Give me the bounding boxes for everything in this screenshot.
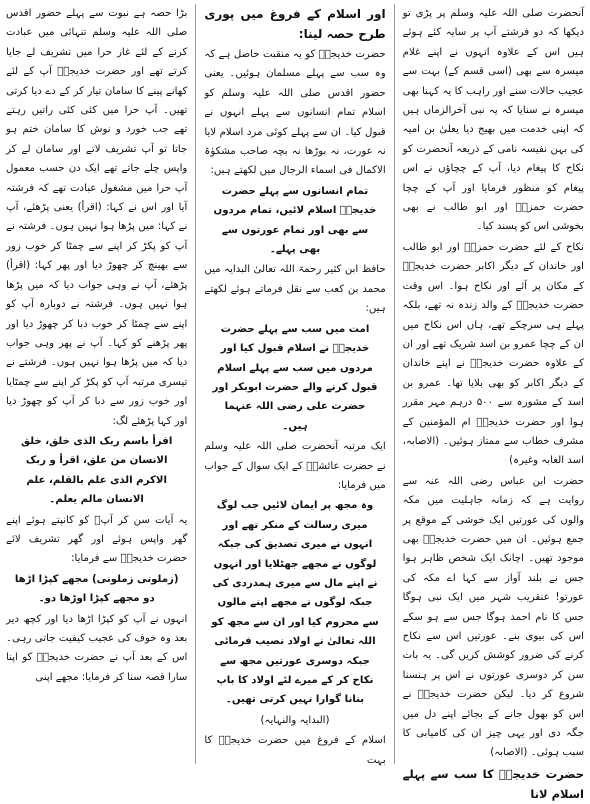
quranic-verse: اقرأ باسم ربک الذی خلق، خلق الانسان من علق، اقرأ و ربک الاکرم الذی علم بالقلم، علم الانسان مالم یعلم۔: [21, 435, 173, 506]
paragraph: نکاح کے لئے حضرت حمزہؓ اور ابو طالب اور خاندان کے دیگر اکابر حضرت خدیجہؓ کے مکان پر آئے اور نکاح ہوا۔ اس وقت حضرت خدیجہؓ کے والد زندہ نہ تھے، بلکہ پہلے ہی سرچکے تھے، ہاں اس نکاح میں ان کے چچا عمرو بن اسد شریک تھے اور ان کے علاوہ حضرت خدیجہؓ نے اپنے خاندان کے دیگر اکابر کو بھی بلایا تھا۔ عمرو بن اسد کے مشورہ سے ۵۰۰ درہم مہر مقرر ہوا اور حضرت خدیجہؓ ام المؤمنین کے مشرف خطاب سے ممتاز ہوئیں۔ (الاصابہ، اسد الغابہ وغیرہ): [402, 241, 584, 467]
section-heading: حضرت خدیجہؓ کا سب سے پہلے اسلام لانا: [402, 766, 584, 801]
column-divider: [394, 4, 395, 764]
paragraph: بڑا حصہ ہے نبوت سے پہلے حضور اقدس صلی اللہ علیہ وسلم تنہائی میں عبادت کرنے کے لئے غار حرا میں تشریف لے جایا کرتے تھے اور حضرت خدیجہؓ آپ کے لئے کھانے پینے کا سامان تیار کر کے دے دیا کرتی تھیں۔ آپ حرا میں کئی کئی راتیں رہتے تھے جب خورد و نوش کا سامان ختم ہو جاتا تو آپ تشریف لاتے اور سامان لے کر واپس چلے جاتے تھے ایک دن حسب معمول آپ حرا میں مشغول عبادت تھے کہ فرشتہ آیا اور اس نے کہا: (اقرأ) یعنی پڑھئے، آپ نے کہا: میں پڑھا ہوا نہیں ہوں۔ فرشتہ نے آپ کو پکڑ کر اپنے سے چمٹا کر خوب زور سے بھینچ کر چھوڑ دیا اور پھر کہا: (اقرأ) پڑھئے، آپ نے وہی جواب دیا کہ میں پڑھا ہوا نہیں ہوں۔ فرشتہ نے دوبارہ آپ کو اپنے سے چمٹا کر خوب دبا کر چھوڑ دیا اور پھر پڑھنے کو کہا۔ آپ نے پھر وہی جواب دیا کہ میں پڑھا ہوا نہیں ہوں۔ فرشتے نے تیسری مرتبہ آپ کو پکڑ کر اپنے سے چمٹایا اور خوب زور سے دبا کر آپ کو چھوڑ دیا اور کہا پڑھئے لگ:: [6, 8, 188, 427]
column-middle: [204, 4, 385, 764]
column-left: [6, 4, 187, 764]
paragraph: آنحضرت صلی اللہ علیہ وسلم پر پڑی تو دیکھا کہ دو فرشتے آپ پر سایہ کئے ہوئے ہیں اس کے علاوہ انہوں نے اپنے غلام میسرہ سے بھی (اسی قسم کے) بہت سے عجیب حالات سنے اور راہب کا یہ کہنا بھی میسرہ نے سنایا کہ یہ نبی آخرالزماں ہیں کہ اپنی خدمت میں بھیج دیا یعلیٰ بن امیہ کی بہن نفیسہ نامی کے ذریعہ آنحضرت کو نکاح کا پیغام دیا، آپ کے چچاؤں نے اس پیغام کو منظور فرمایا اور آپ کے چچا حضرت حمزہؓ اور ابو طالب نے بھی بخوشی اس کو پسند کیا۔: [402, 8, 584, 233]
paragraph: حضرت ابن عباس رضی اللہ عنہ سے روایت ہے کہ زمانہ جاہلیت میں مکہ والوں کی عورتیں ایک خوشی کے موقع پر جمع ہوئیں۔ ان میں حضرت خدیجہؓ بھی موجود تھیں۔ اچانک ایک شخص ظاہر ہوا جس نے بلند آواز سے کہا اے مکہ کی عورتو! عنقریب شہر میں ایک نبی ہوگا جس کا نام احمد ہوگا جس سے ہو سکے اس کی بیوی بنے۔ عورتیں اس سے نکاح کرنے کی ضرور کوشش کریں گی۔ یہ بات سن کر دوسری عورتوں نے اس پر ہنسنا شروع کر دیا۔ لیکن حضرت خدیجہؓ نے اس کو بھول جانے کے بجائے اپنے دل میں جگہ دی اور یہی چیز ان کی کامیابی کا سبب ہوئی۔ (الاصابہ): [402, 475, 584, 759]
quotation: امت میں سب سے پہلے حضرت خدیجہؓ نے اسلام قبول کیا اور مردوں میں سب سے پہلے اسلام قبول کرنے والے حضرت ابوبکر اور حضرت علی رضی اللہ عنہما ہیں۔: [212, 323, 378, 432]
paragraph: حافظ ابن کثیر رحمۃ اللہ تعالیٰ البدایہ میں محمد بن کعب سے نقل فرماتے ہوئے لکھتے ہیں:: [204, 264, 386, 315]
paragraph: اسلام کے فروغ میں حضرت خدیجہؓ کا بہت: [204, 735, 386, 766]
column-right: [402, 4, 584, 801]
quotation: (زملونی زملونی) مجھے کپڑا اڑھا دو مجھے کپڑا اوڑھا دو۔: [14, 573, 179, 605]
paragraph: یہ آیات سن کر آپؐ کو کانپتے ہوئے اپنے گھر واپس ہوئے اور گھر تشریف لائے حضرت خدیجہؓ سے فرمایا:: [6, 514, 188, 565]
section-heading: اور اسلام کے فروغ میں پوری طرح حصہ لینا:: [204, 7, 386, 41]
paragraph: انہوں نے آپ کو کپڑا اڑھا دیا اور کچھ دیر بعد وہ خوف کی عجیب کیفیت جاتی رہی۔ اس کے بعد آپ نے حضرت خدیجہؓ کو اپنا سارا قصہ سنا کر فرمایا: مجھے اپنی: [6, 613, 188, 683]
reference: (البدایہ والنہایہ): [260, 714, 330, 726]
document-page: [6, 4, 584, 801]
quotation: وہ مجھ پر ایمان لائیں جب لوگ میری رسالت کے منکر تھے اور انہوں نے میری تصدیق کی جبکہ لوگوں نے مجھے جھٹلایا اور انہوں نے اپنے مال سے میری ہمدردی کی جبکہ لوگوں نے مجھے اپنے مالوں سے محروم کیا اور ان سے مجھ کو اللہ تعالیٰ نے اولاد نصیب فرمائی جبکہ دوسری عورتیں مجھ سے نکاح کر کے میرے لئے اولاد کا باپ بنانا گوارا نہیں کرتی تھیں۔: [211, 500, 379, 706]
paragraph: حضرت خدیجہؓ کو یہ منقبت حاصل ہے کہ وہ سب سے پہلے مسلمان ہوئیں۔ یعنی حضور اقدس صلی اللہ علیہ وسلم کو اسلام تمام انسانوں سے پہلے انہوں نے قبول کیا۔ ان سے پہلے کوئی مرد اسلام لایا نہ عورت، نہ بوڑھا نہ بچہ صاحب مشکوٰۃ الاکمال فی اسماء الرجال میں لکھتے ہیں:: [204, 49, 386, 177]
quotation: تمام انسانوں سے پہلے حضرت خدیجہؓ اسلام لائیں، تمام مردوں سے بھی اور تمام عورتوں سے بھی پہلے۔: [213, 185, 377, 256]
column-divider: [195, 4, 196, 764]
paragraph: ایک مرتبہ آنحضرت صلی اللہ علیہ وسلم نے حضرت عائشہؓ کے ایک سوال کے جواب میں فرمایا:: [204, 441, 386, 491]
